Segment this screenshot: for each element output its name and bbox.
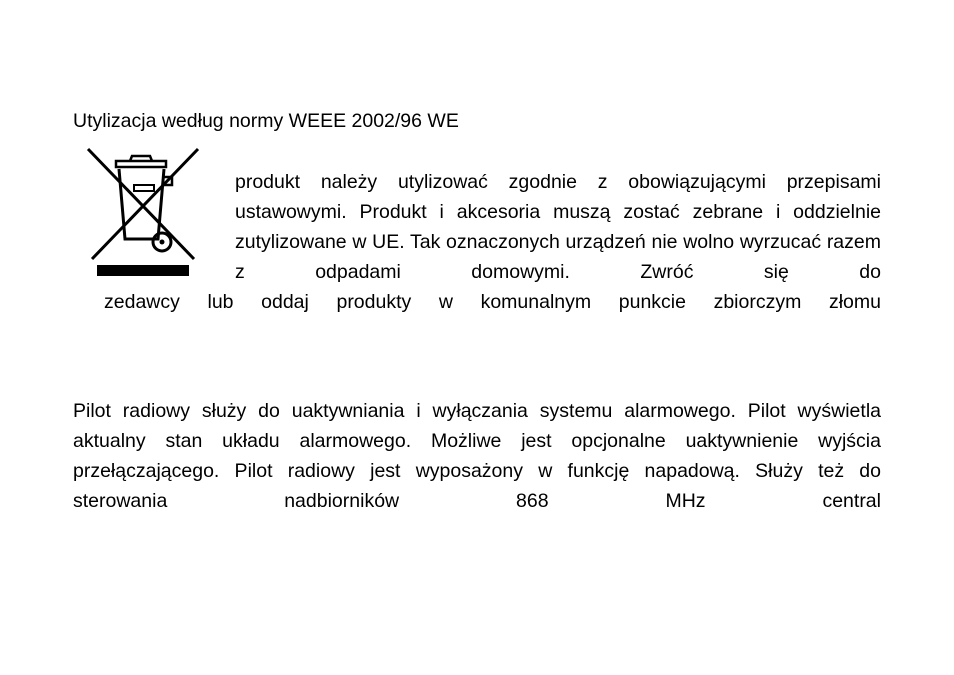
weee-disposal-tail: zedawcy lub oddaj produkty w komunalnym punkcie zbiorczym złomu (104, 291, 881, 313)
icon-spacer (73, 167, 235, 287)
remote-description-paragraph: Pilot radiowy służy do uaktywniania i wyłączania systemu alarmowego. Pilot wyświetla aktualny stan układu alarmowego. Możliwe jest opcjonalne uaktywnienie wyjścia przełączającego. Pilot radiowy jest wyposażony w funkcję napadową. Służy też do sterowania nadbiorników 868 MHz central (73, 400, 881, 512)
weee-disposal-text: produkt należy utylizować zgodnie z obowiązującymi przepisami ustawowymi. Produkt i akcesoria muszą zostać zebrane i oddzielnie zutylizowane w UE. Tak oznaczonych urządzeń nie wolno wyrzucać razem z odpadami domowymi. Zwróć się do (235, 171, 881, 283)
weee-disposal-paragraph (73, 167, 881, 317)
weee-heading: Utylizacja według normy WEEE 2002/96 WE (73, 110, 459, 132)
